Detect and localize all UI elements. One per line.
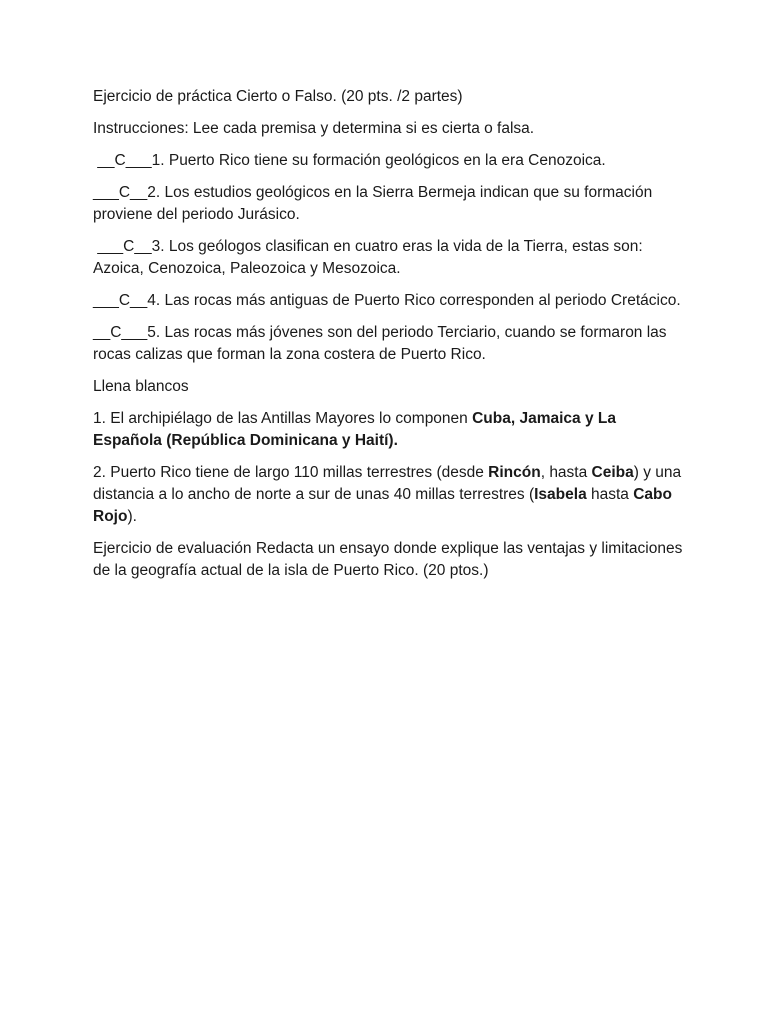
item-number: 3. — [151, 238, 165, 255]
item-number: 2. — [147, 184, 161, 201]
document-page — [93, 86, 687, 592]
item-text: Los geólogos clasifican en cuatro eras la vida de la Tierra, estas son: Azoica, Cenozoica, Paleozoica y Mesozoica. — [93, 238, 647, 277]
fill-blanks-heading: Llena blancos — [93, 378, 189, 395]
true-false-item-5 — [93, 322, 683, 366]
true-false-item-4 — [93, 290, 683, 312]
fill-item-text: , hasta — [540, 464, 592, 481]
true-false-item-1 — [93, 150, 683, 172]
fill-item-text: ). — [127, 508, 137, 525]
fill-item-text: 2. Puerto Rico tiene de largo 110 millas terrestres (desde — [93, 464, 489, 481]
item-text: Las rocas más antiguas de Puerto Rico corresponden al periodo Cretácico. — [160, 292, 681, 309]
fill-blank-item-2 — [93, 462, 686, 528]
answer-blank: __C___ — [93, 152, 152, 169]
item-text: Las rocas más jóvenes son del periodo Terciario, cuando se formaron las rocas calizas que forman la zona costera de Puerto Rico. — [93, 324, 671, 363]
fill-item-text: hasta — [586, 486, 634, 503]
item-number: 1. — [151, 152, 165, 169]
instructions-text: Instrucciones: Lee cada premisa y determina si es cierta o falsa. — [93, 120, 535, 137]
true-false-item-3 — [93, 236, 683, 280]
fill-item-answer: Cuba, Jamaica y La Española (República Dominicana y Haití). — [93, 410, 621, 449]
fill-item-answer: Rincón — [488, 464, 541, 481]
answer-blank: ___C__ — [93, 238, 152, 255]
answer-blank: ___C__ — [93, 184, 148, 201]
evaluation-exercise: Ejercicio de evaluación Redacta un ensayo donde explique las ventajas y limitaciones de la geografía actual de la isla de Puerto Rico. (20 ptos.) — [93, 540, 687, 579]
fill-item-answer: Cabo Rojo — [93, 486, 677, 525]
fill-item-answer: Isabela — [534, 486, 587, 503]
true-false-item-2 — [93, 182, 683, 226]
item-text: Los estudios geológicos en la Sierra Bermeja indican que su formación proviene del periodo Jurásico. — [93, 184, 657, 223]
fill-item-text: ) y una distancia a lo ancho de norte a sur de unas 40 millas terrestres ( — [93, 464, 686, 503]
item-text: Puerto Rico tiene su formación geológicos en la era Cenozoica. — [164, 152, 606, 169]
answer-blank: ___C__ — [93, 292, 148, 309]
item-number: 5. — [147, 324, 161, 341]
document-title: Ejercicio de práctica Cierto o Falso. (20 pts. /2 partes) — [93, 88, 463, 105]
answer-blank: __C___ — [93, 324, 148, 341]
item-number: 4. — [147, 292, 161, 309]
fill-blank-item-1 — [93, 408, 683, 452]
fill-item-answer: Ceiba — [591, 464, 634, 481]
fill-item-text: 1. El archipiélago de las Antillas Mayores lo componen — [93, 410, 473, 427]
